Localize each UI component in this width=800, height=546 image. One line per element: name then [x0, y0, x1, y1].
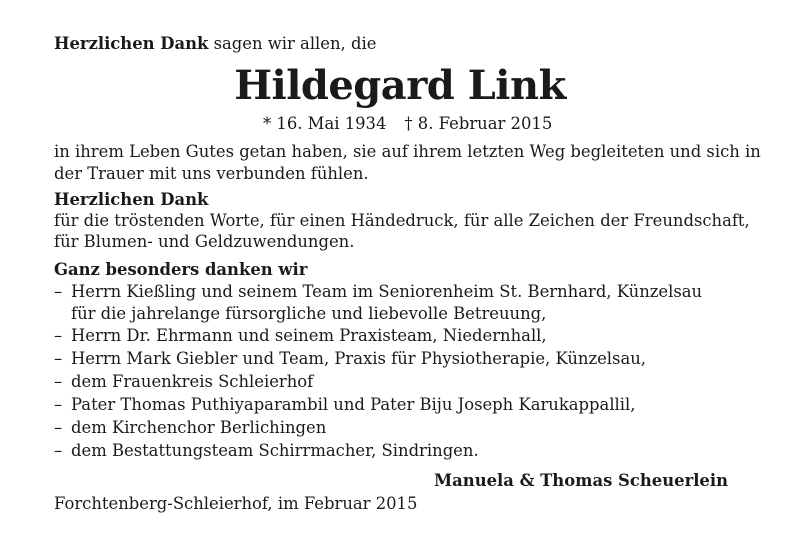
list-item-continuation: für die jahrelange fürsorgliche und liebevolle Betreuung, — [71, 304, 547, 323]
section-heading: Ganz besonders danken wir — [54, 260, 308, 279]
life-dates — [263, 113, 552, 135]
death-date: † 8. Februar 2015 — [404, 114, 553, 133]
intro-line — [54, 33, 376, 55]
section-line: für Blumen- und Geldzuwendungen. — [54, 232, 355, 251]
list-item: – dem Bestattungsteam Schirrmacher, Sindringen. — [54, 441, 479, 460]
intro-rest: sagen wir allen, die — [208, 34, 377, 53]
paragraph-line: der Trauer mit uns verbunden fühlen. — [54, 164, 369, 183]
signature: Manuela & Thomas Scheuerlein — [434, 471, 728, 490]
place-date: Forchtenberg-Schleierhof, im Februar 2015 — [54, 494, 418, 513]
intro-bold: Herzlichen Dank — [54, 34, 209, 53]
section-line: für die tröstenden Worte, für einen Händedruck, für alle Zeichen der Freundschaft, — [54, 211, 750, 230]
list-item: – dem Frauenkreis Schleierhof — [54, 372, 314, 391]
list-item: – Herrn Mark Giebler und Team, Praxis für Physiotherapie, Künzelsau, — [54, 349, 646, 368]
deceased-name: Hildegard Link — [234, 62, 566, 109]
list-item: – Herrn Dr. Ehrmann und seinem Praxisteam, Niedernhall, — [54, 326, 547, 345]
list-item: – dem Kirchenchor Berlichingen — [54, 418, 327, 437]
section-heading: Herzlichen Dank — [54, 190, 209, 209]
list-item: – Herrn Kießling und seinem Team im Seniorenheim St. Bernhard, Künzelsau — [54, 282, 703, 301]
paragraph-line: in ihrem Leben Gutes getan haben, sie auf ihrem letzten Weg begleiteten und sich in — [54, 142, 761, 161]
list-item: – Pater Thomas Puthiyaparambil und Pater Biju Joseph Karukappallil, — [54, 395, 636, 414]
birth-date: * 16. Mai 1934 — [263, 114, 387, 133]
